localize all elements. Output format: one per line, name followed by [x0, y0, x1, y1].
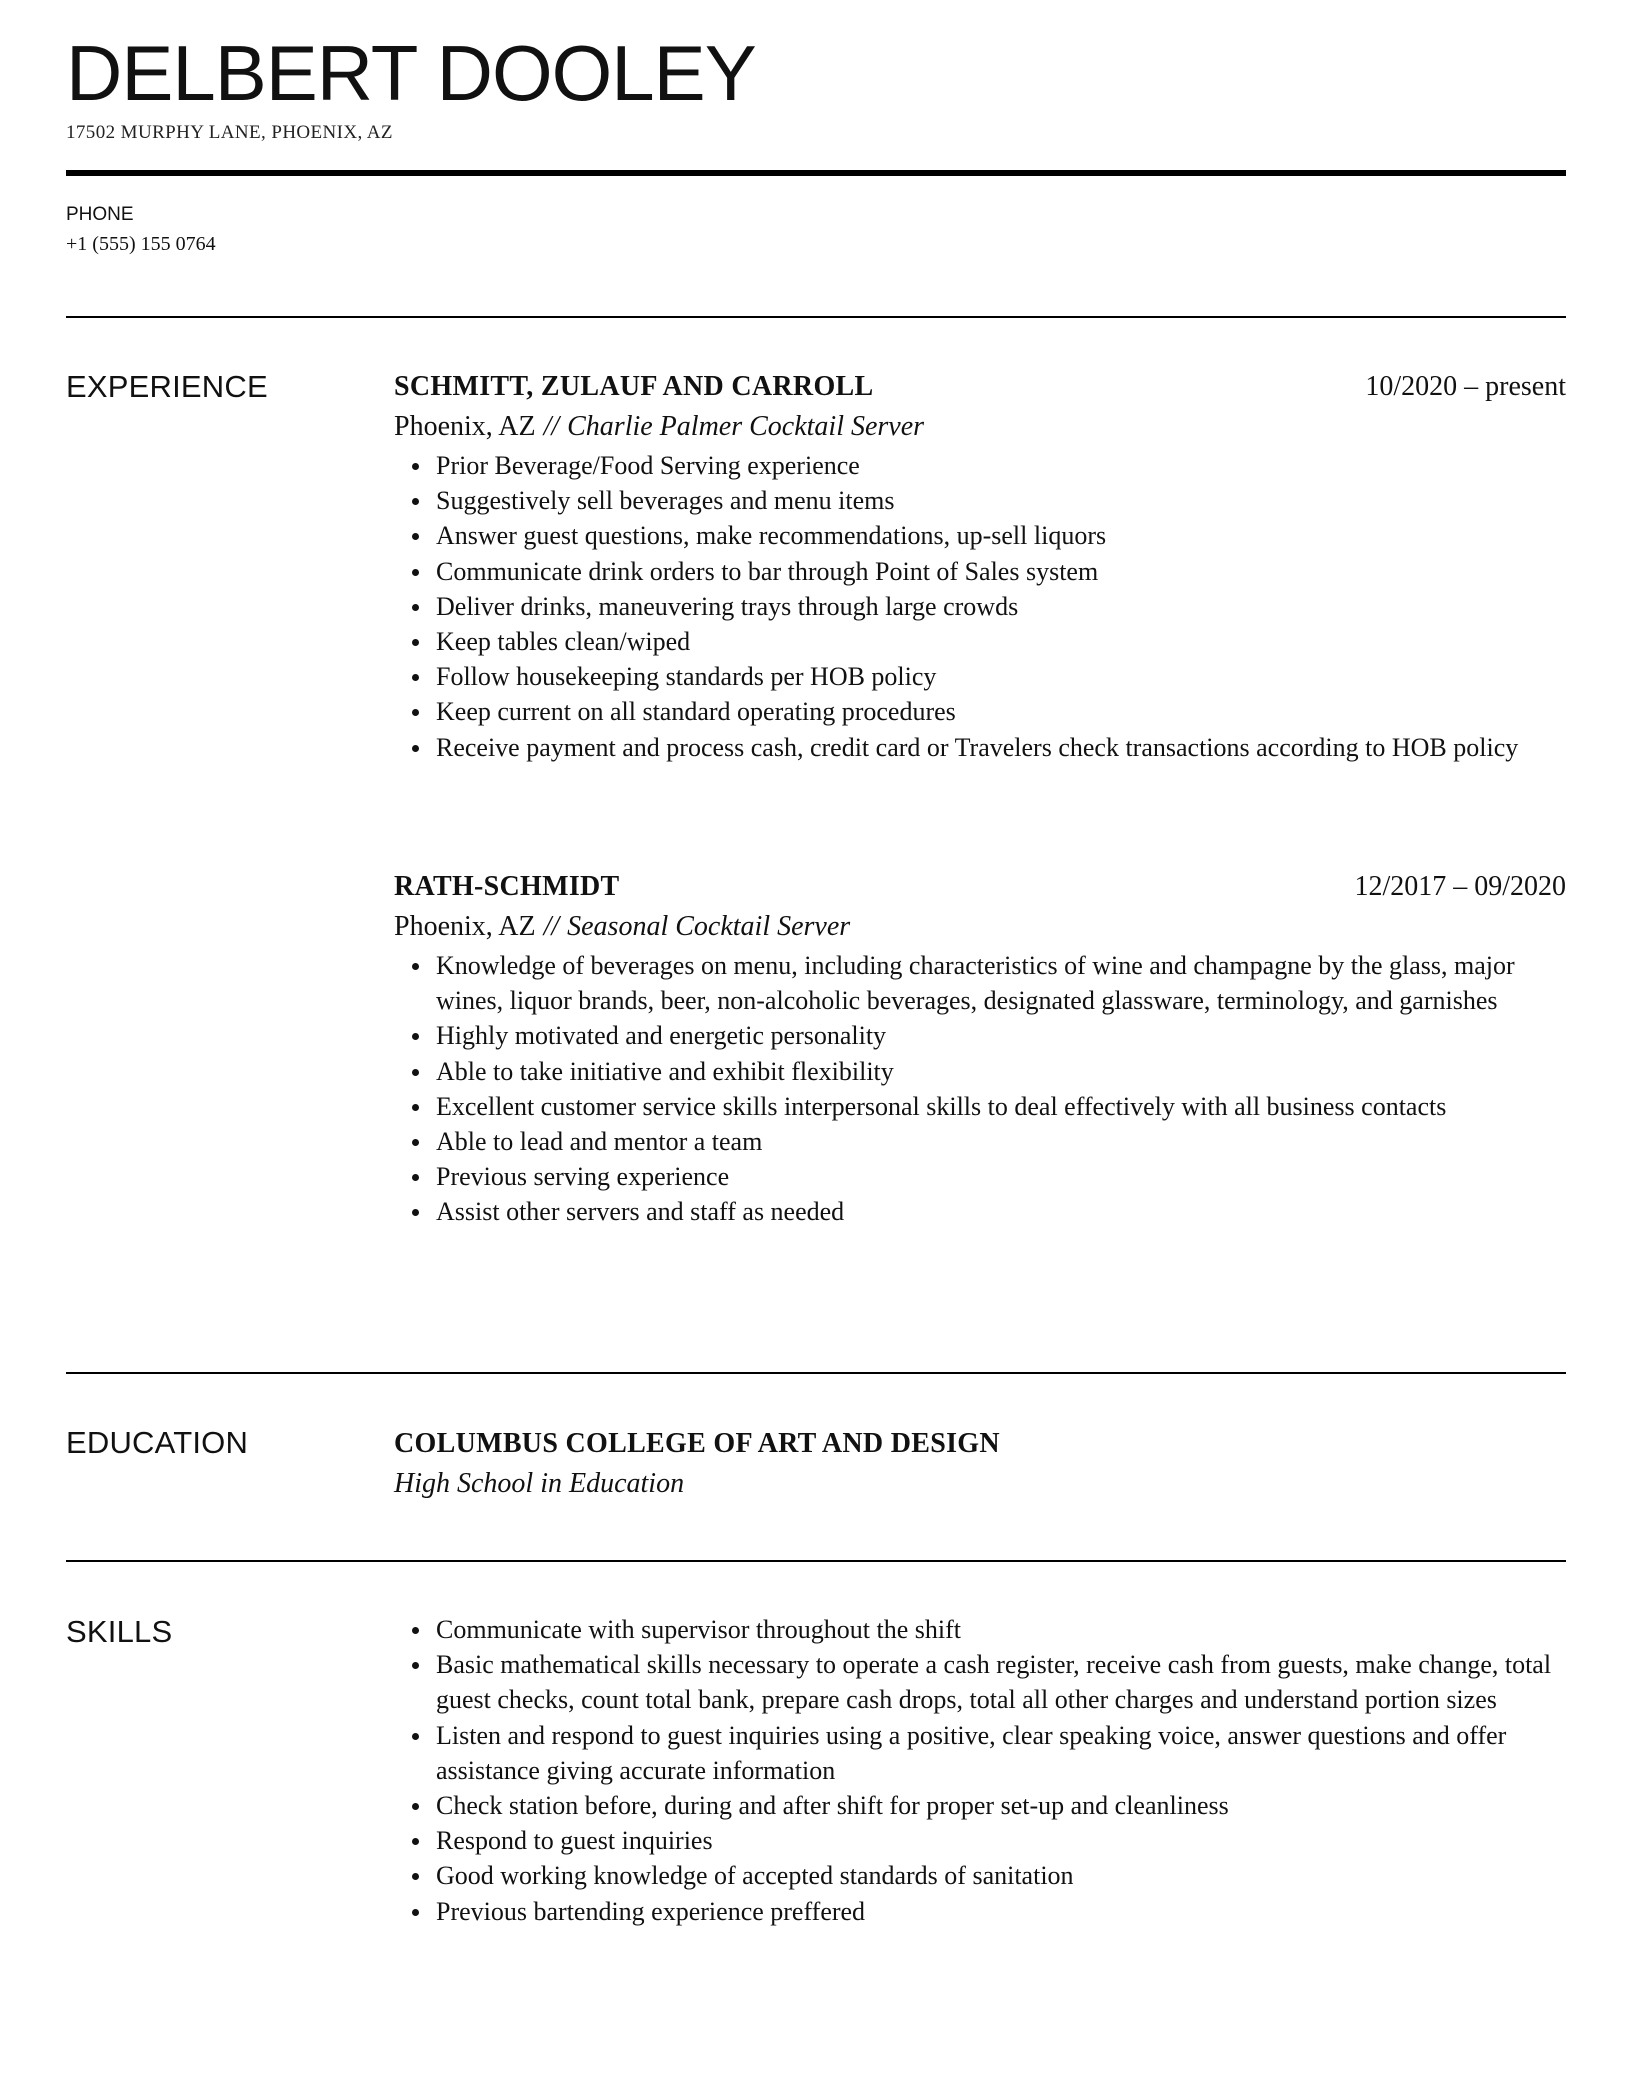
list-item: Prior Beverage/Food Serving experience — [394, 448, 1566, 483]
company-name: SCHMITT, ZULAUF AND CARROLL — [394, 371, 874, 402]
job-subtitle — [394, 407, 1566, 447]
experience-entry — [394, 367, 1566, 765]
list-item: Communicate with supervisor throughout the shift — [394, 1612, 1566, 1647]
school-name: COLUMBUS COLLEGE OF ART AND DESIGN — [394, 1428, 1000, 1459]
resume-page — [66, 0, 1566, 2098]
header-divider — [66, 170, 1566, 176]
section-divider — [66, 316, 1566, 318]
list-item: Able to take initiative and exhibit flexibility — [394, 1054, 1566, 1089]
employment-dates: 12/2017 – 09/2020 — [1354, 871, 1566, 902]
list-item: Basic mathematical skills necessary to operate a cash register, receive cash from guests, make change, total guest checks, count total bank, prepare cash drops, total all other charges and understand portion sizes — [394, 1647, 1566, 1717]
list-item: Previous bartending experience preffered — [394, 1894, 1566, 1929]
section-divider — [66, 1372, 1566, 1374]
job-location: Phoenix, AZ — [394, 411, 536, 442]
job-duties-list — [394, 948, 1566, 1230]
experience-heading: EXPERIENCE — [66, 369, 268, 404]
list-item: Excellent customer service skills interpersonal skills to deal effectively with all business contacts — [394, 1089, 1566, 1124]
list-item: Highly motivated and energetic personality — [394, 1018, 1566, 1053]
list-item: Knowledge of beverages on menu, including characteristics of wine and champagne by the glass, major wines, liquor brands, beer, non-alcoholic beverages, designated glassware, terminology, and garnishes — [394, 948, 1566, 1018]
list-item: Answer guest questions, make recommendations, up-sell liquors — [394, 518, 1566, 553]
list-item: Able to lead and mentor a team — [394, 1124, 1566, 1159]
list-item: Check station before, during and after shift for proper set-up and cleanliness — [394, 1788, 1566, 1823]
candidate-address: 17502 MURPHY LANE, PHOENIX, AZ — [66, 122, 393, 143]
job-duties-list — [394, 448, 1566, 765]
job-role: Seasonal Cocktail Server — [567, 911, 851, 942]
degree: High School in Education — [394, 1468, 685, 1499]
phone-number: +1 (555) 155 0764 — [66, 233, 216, 255]
list-item: Suggestively sell beverages and menu items — [394, 483, 1566, 518]
experience-entry — [394, 867, 1566, 1230]
list-item: Previous serving experience — [394, 1159, 1566, 1194]
candidate-name: DELBERT DOOLEY — [66, 29, 756, 117]
employment-dates: 10/2020 – present — [1365, 371, 1566, 402]
education-entry — [394, 1424, 1566, 1504]
list-item: Respond to guest inquiries — [394, 1823, 1566, 1858]
subtitle-separator: // — [543, 911, 560, 942]
list-item: Keep tables clean/wiped — [394, 624, 1566, 659]
list-item: Assist other servers and staff as needed — [394, 1194, 1566, 1229]
job-subtitle — [394, 907, 1566, 947]
job-location: Phoenix, AZ — [394, 911, 536, 942]
list-item: Follow housekeeping standards per HOB policy — [394, 659, 1566, 694]
list-item: Communicate drink orders to bar through Point of Sales system — [394, 554, 1566, 589]
education-heading: EDUCATION — [66, 1425, 249, 1460]
list-item: Keep current on all standard operating procedures — [394, 694, 1566, 729]
section-divider — [66, 1560, 1566, 1562]
list-item: Listen and respond to guest inquiries using a positive, clear speaking voice, answer questions and offer assistance giving accurate information — [394, 1718, 1566, 1788]
list-item: Deliver drinks, maneuvering trays through large crowds — [394, 589, 1566, 624]
list-item: Good working knowledge of accepted standards of sanitation — [394, 1858, 1566, 1893]
skills-heading: SKILLS — [66, 1614, 173, 1649]
phone-label: PHONE — [66, 204, 134, 225]
subtitle-separator: // — [543, 411, 560, 442]
skills-entry — [394, 1612, 1566, 1929]
skills-list — [394, 1612, 1566, 1929]
list-item: Receive payment and process cash, credit card or Travelers check transactions according to HOB policy — [394, 730, 1566, 765]
job-role: Charlie Palmer Cocktail Server — [567, 411, 925, 442]
company-name: RATH-SCHMIDT — [394, 871, 620, 902]
